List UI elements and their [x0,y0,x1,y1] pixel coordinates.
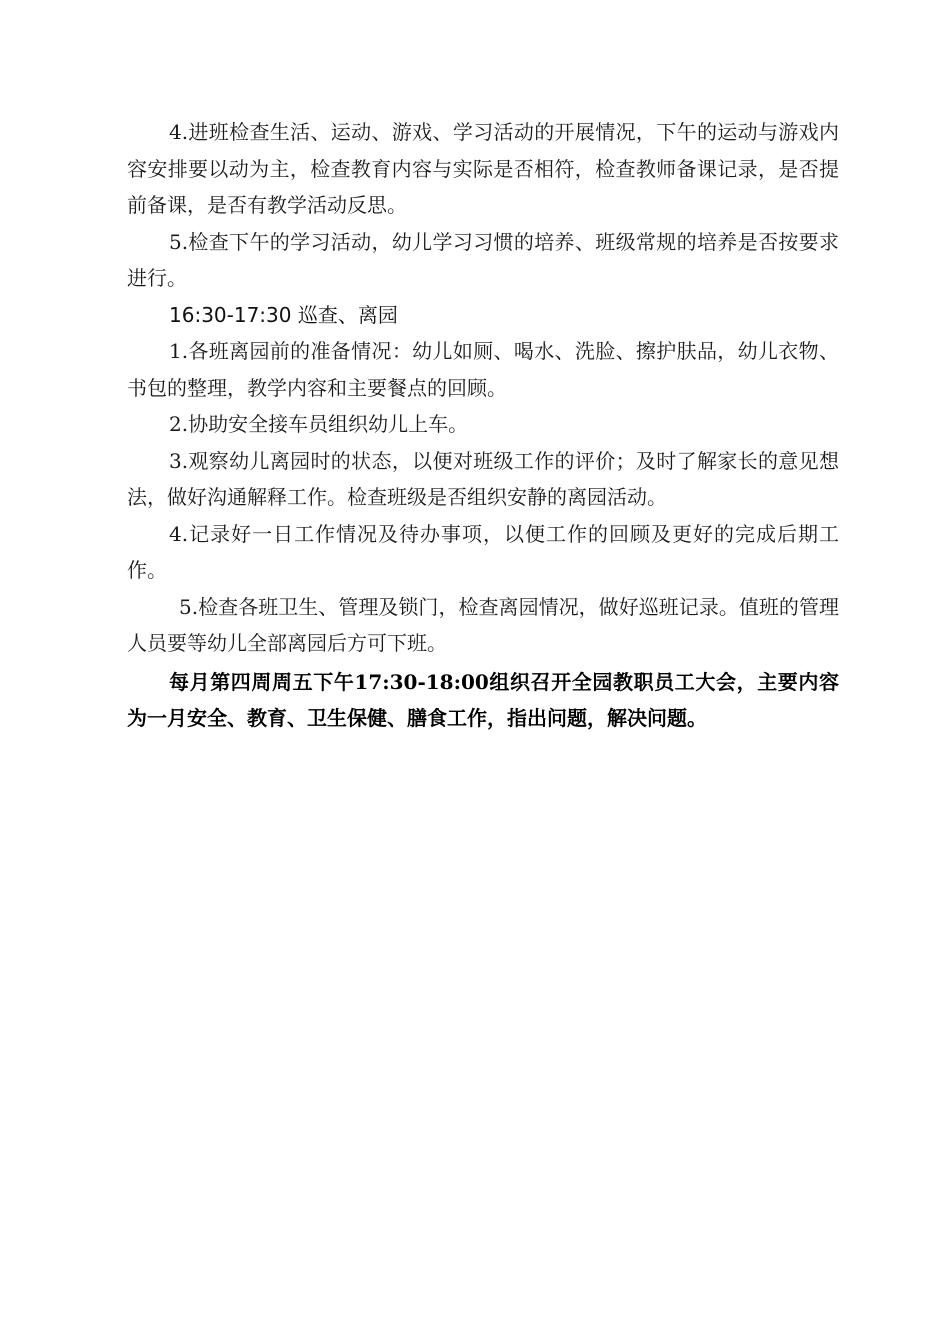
closing-note: 每月第四周周五下午17:30-18:00组织召开全园教职员工大会，主要内容为一月安全、教育、卫生保健、膳食工作，指出问题，解决问题。 [127,669,839,730]
document-page [127,114,839,737]
list-item: 1.各班离园前的准备情况：幼儿如厕、喝水、洗脸、擦护肤品，幼儿衣物、书包的整理，教学内容和主要餐点的回顾。 [127,339,839,400]
list-item: 3.观察幼儿离园时的状态，以便对班级工作的评价；及时了解家长的意见想法，做好沟通解释工作。检查班级是否组织安静的离园活动。 [127,448,839,509]
list-item: 4.记录好一日工作情况及待办事项，以便工作的回顾及更好的完成后期工作。 [127,521,839,582]
list-item: 5.检查各班卫生、管理及锁门，检查离园情况，做好巡班记录。值班的管理人员要等幼儿全部离园后方可下班。 [127,594,839,655]
section-heading: 16:30-17:30 巡查、离园 [169,302,398,327]
list-item: 2.协助安全接车员组织幼儿上车。 [169,412,469,436]
paragraph-afternoon-learning: 5.检查下午的学习活动，幼儿学习习惯的培养、班级常规的培养是否按要求进行。 [127,229,839,290]
paragraph-activity-check: 4.进班检查生活、运动、游戏、学习活动的开展情况，下午的运动与游戏内容安排要以动为主，检查教育内容与实际是否相符，检查教师备课记录，是否提前备课，是否有教学活动反思。 [127,120,839,217]
